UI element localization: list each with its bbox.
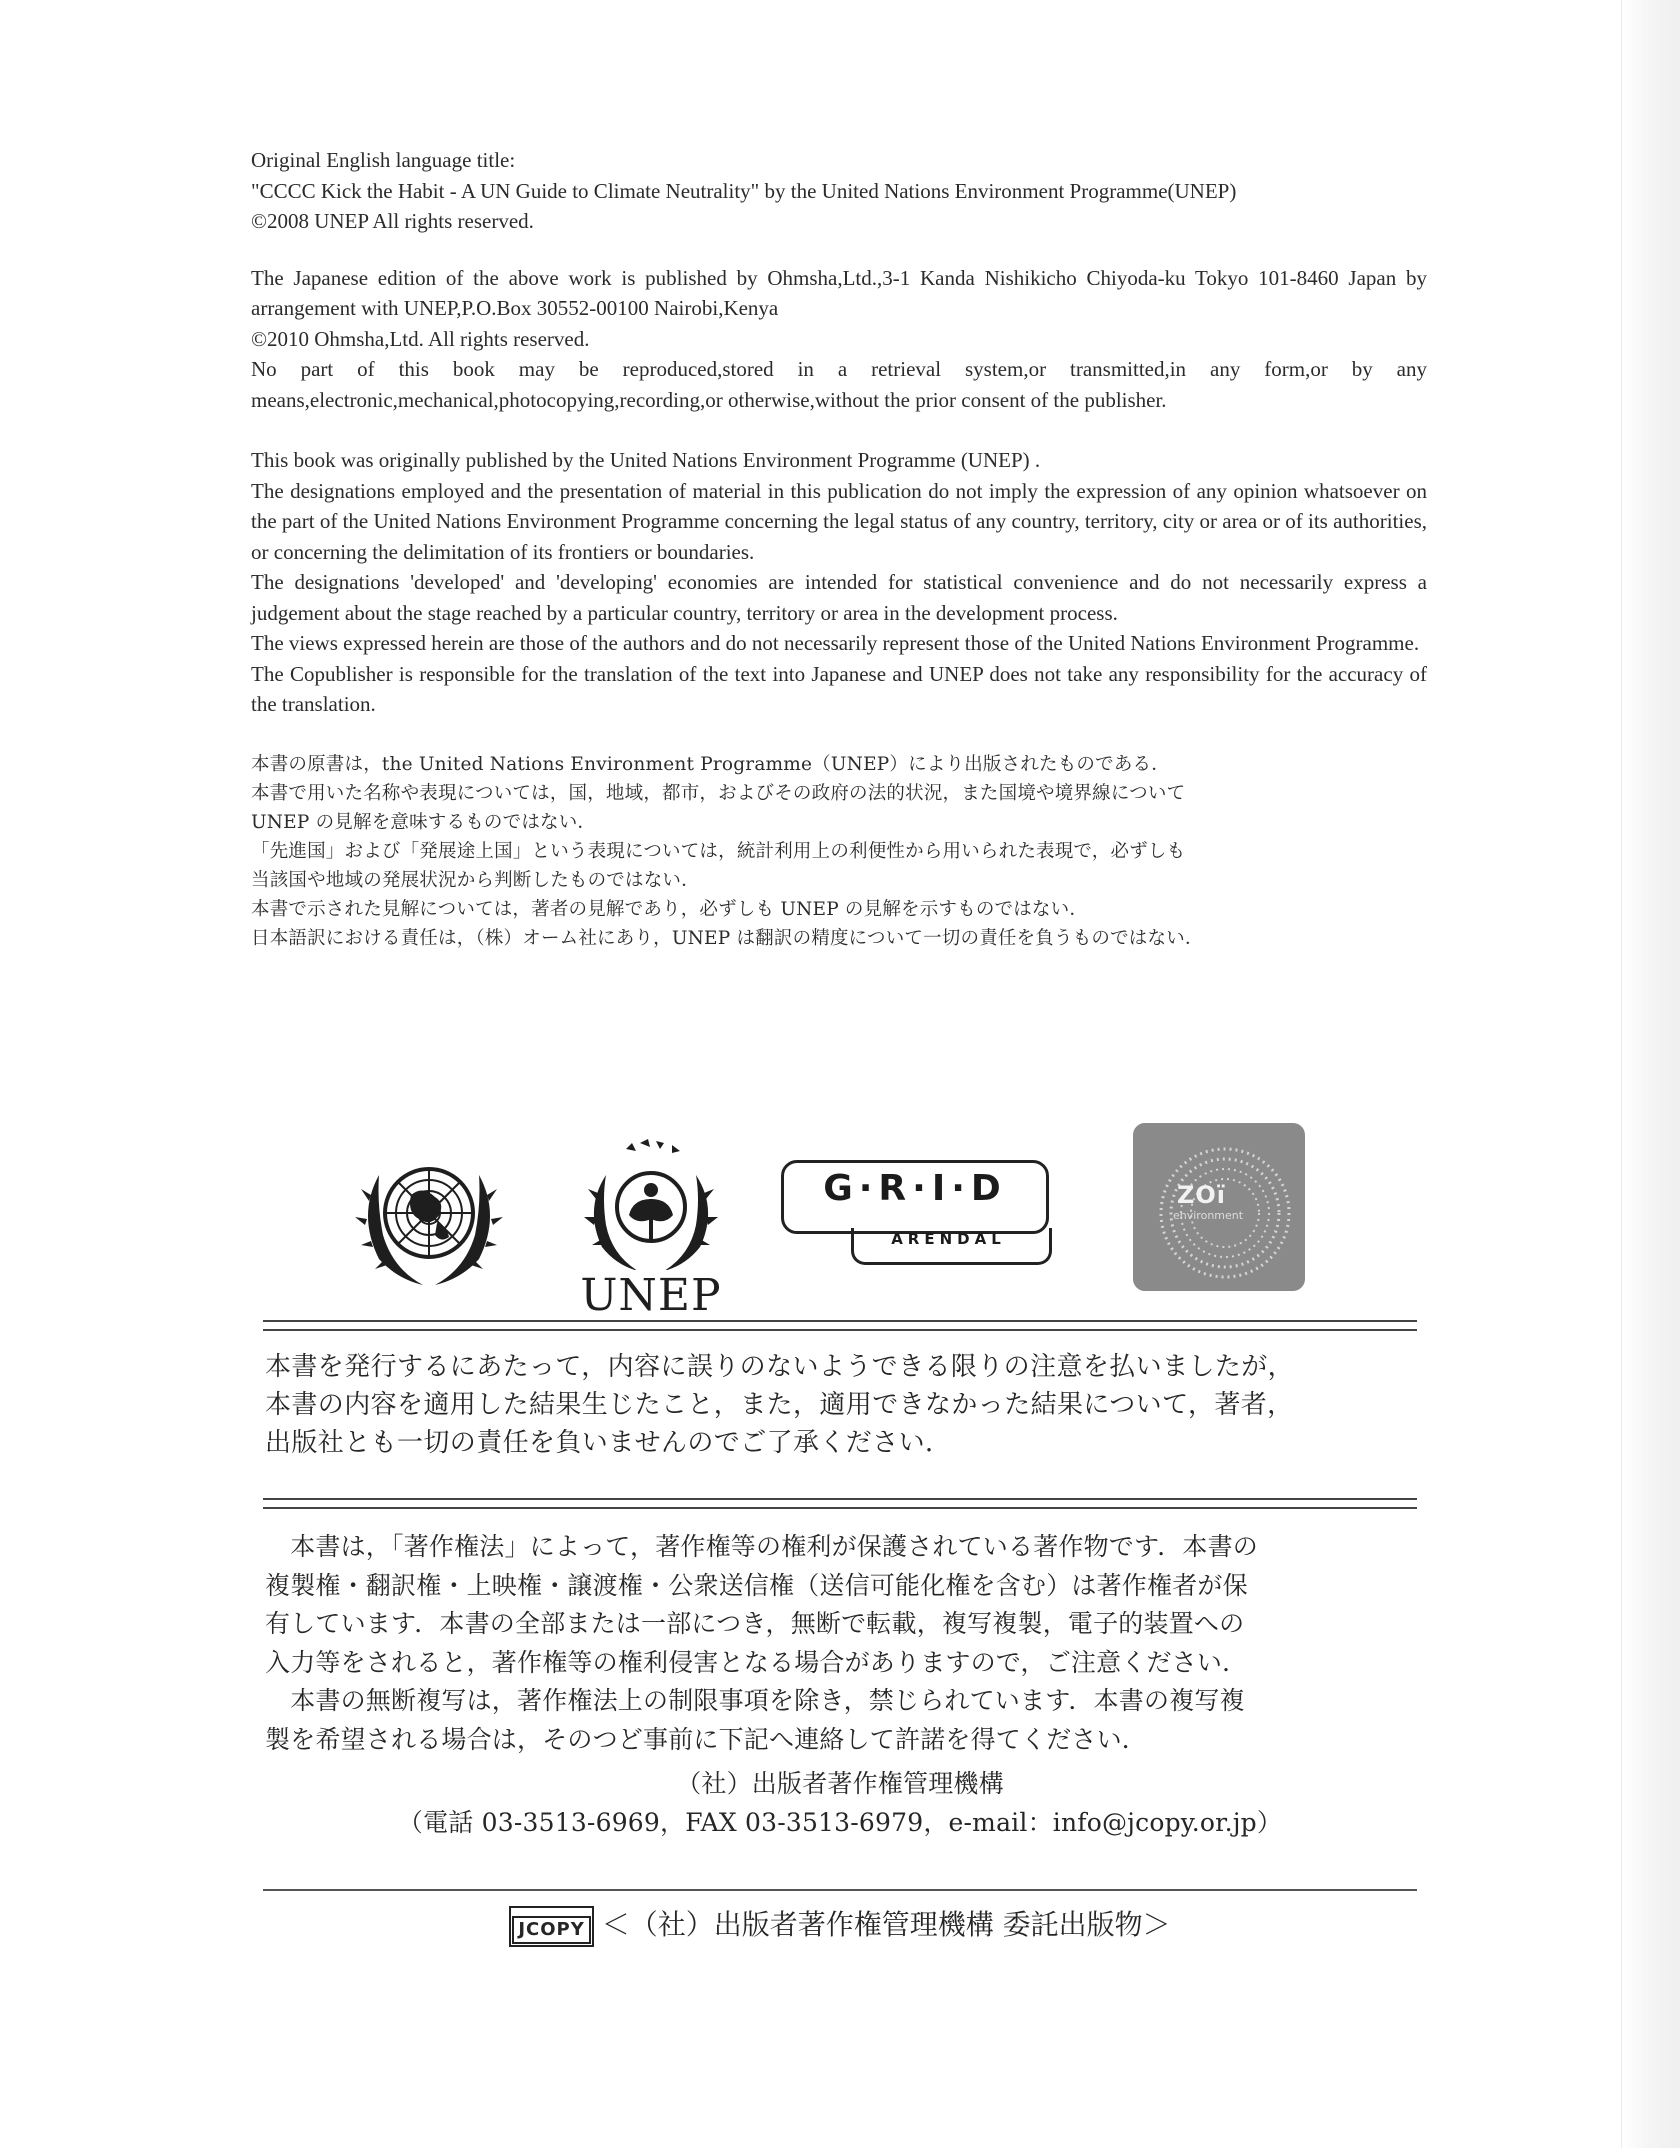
copyright-line: 製を希望される場合は，そのつど事前に下記へ連絡して許諾を得てください． bbox=[265, 1724, 1148, 1754]
copyright-line: 有しています．本書の全部または一部につき，無断で転載，複写複製，電子的装置への bbox=[265, 1609, 1245, 1638]
jp-note-line: 日本語訳における責任は，（株）オーム社にあり，UNEP は翻訳の精度について一切の責任を負うものではない． bbox=[251, 927, 1204, 949]
jcopy-text: ＜（社）出版者著作権管理機構 委託出版物＞ bbox=[601, 1908, 1171, 1941]
contact-organization: （社）出版者著作権管理機構 bbox=[676, 1769, 1004, 1798]
japanese-edition-block bbox=[251, 263, 1427, 416]
unep-logo bbox=[566, 1135, 736, 1325]
jcopy-badge bbox=[509, 1906, 593, 1947]
jp-note-line: 本書で示された見解については，著者の見解であり，必ずしも UNEP の見解を示すものではない． bbox=[251, 898, 1089, 920]
japanese-edition-copyright: ©2010 Ohmsha,Ltd. All rights reserved. bbox=[251, 326, 590, 351]
section-divider bbox=[263, 1498, 1417, 1509]
copyright-notice bbox=[265, 1528, 1415, 1842]
grid-arendal-logo bbox=[781, 1160, 1051, 1265]
colophon-text bbox=[251, 145, 1427, 953]
arendal-wordmark: ARENDAL bbox=[891, 1230, 1006, 1248]
unep-emblem-icon bbox=[566, 1135, 736, 1270]
jp-note-line: UNEP の見解を意味するものではない． bbox=[251, 811, 597, 833]
page-edge-shadow bbox=[1621, 0, 1680, 2148]
section-divider bbox=[263, 1889, 1417, 1891]
original-copyright: ©2008 UNEP All rights reserved. bbox=[251, 209, 534, 233]
disclaimer-line: 本書を発行するにあたって，内容に誤りのないようできる限りの注意を払いましたが， bbox=[265, 1352, 1295, 1382]
copyright-line: 本書は，「著作権法」によって，著作権等の権利が保護されている著作物です．本書の bbox=[265, 1532, 1259, 1561]
jcopy-notice bbox=[0, 1903, 1680, 1947]
jp-note-line: 当該国や地域の発展状況から判断したものではない． bbox=[251, 869, 700, 891]
jp-note-line: 「先進国」および「発展途上国」という表現については，統計利用上の利便性から用いられた表現で，必ずしも bbox=[251, 840, 1186, 862]
japanese-edition-publisher: The Japanese edition of the above work is published by Ohmsha,Ltd.,3-1 Kanda Nishikicho Chiyoda-ku Tokyo 101-8460 Japan by arrangement with UNEP,P.O.Box 30552-00100 Nairobi,Kenya bbox=[251, 265, 1427, 320]
original-title: "CCCC Kick the Habit - A UN Guide to Climate Neutrality" by the United Nations Environment Programme(UNEP) bbox=[251, 178, 1237, 203]
jp-note-line: 本書で用いた名称や表現については，国，地域，都市，およびその政府の法的状況，また国境や境界線について bbox=[251, 782, 1186, 804]
copyright-line: 入力等をされると，著作権等の権利侵害となる場合がありますので，ご注意ください． bbox=[265, 1647, 1248, 1677]
japanese-notes-block bbox=[251, 750, 1427, 953]
un-emblem-logo bbox=[349, 1135, 509, 1295]
zoi-subtitle: environment bbox=[1173, 1209, 1244, 1222]
designations-note: The designations employed and the presentation of material in this publication do not imply the expression of any opinion whatsoever on the part of the United Nations Environment Programme concerning the legal status of any country, territory, city or area or of its authorities, or concerning the delimitation of its frontiers or boundaries. bbox=[251, 478, 1427, 564]
jp-note-line: 本書の原書は，the United Nations Environment Programme（UNEP）により出版されたものである． bbox=[251, 753, 1170, 775]
copyright-line: 複製権・翻訳権・上映権・譲渡権・公衆送信権（送信可能化権を含む）は著作権者が保 bbox=[265, 1570, 1248, 1600]
copyright-line: 本書の無断複写は，著作権法上の制限事項を除き，禁じられています．本書の複写複 bbox=[265, 1686, 1245, 1715]
zoi-wordmark: ZOï bbox=[1177, 1181, 1227, 1209]
original-title-block bbox=[251, 145, 1427, 237]
section-divider bbox=[263, 1320, 1417, 1331]
un-emblem-icon bbox=[349, 1135, 509, 1295]
unep-wordmark: UNEP bbox=[580, 1270, 722, 1321]
reproduction-notice: No part of this book may be reproduced,stored in a retrieval system,or transmitted,in any form,or by any means,electronic,mechanical,photocopying,recording,or otherwise,without the prior consent of the publisher. bbox=[251, 357, 1427, 412]
original-title-label: Original English language title: bbox=[251, 148, 516, 172]
views-note: The views expressed herein are those of the authors and do not necessarily represent those of the United Nations Environment Programme. bbox=[251, 631, 1420, 655]
unep-published-note: This book was originally published by the United Nations Environment Programme (UNEP) . bbox=[251, 448, 1041, 472]
translation-responsibility-note: The Copublisher is responsible for the translation of the text into Japanese and UNEP does not take any responsibility for the accuracy of the translation. bbox=[251, 661, 1427, 716]
disclaimer-line: 本書の内容を適用した結果生じたこと，また，適用できなかった結果について，著者， bbox=[265, 1390, 1294, 1420]
jcopy-badge-text: JCOPY bbox=[512, 1916, 590, 1944]
logo-row bbox=[251, 1115, 1427, 1321]
zoi-environment-logo bbox=[1133, 1123, 1305, 1291]
grid-wordmark: G·R·I·D bbox=[823, 1168, 1007, 1209]
disclaimer-line: 出版社とも一切の責任を負いませんのでご了承ください． bbox=[265, 1428, 952, 1458]
publisher-disclaimer bbox=[265, 1348, 1415, 1462]
unep-disclaimer-block bbox=[251, 445, 1427, 720]
developed-developing-note: The designations 'developed' and 'developing' economies are intended for statistical convenience and do not necessarily express a judgement about the stage reached by a particular country, territory or area in the development process. bbox=[251, 570, 1427, 625]
contact-details: （電話 03-3513-6969，FAX 03-3513-6979，e-mail：info@jcopy.or.jp） bbox=[397, 1807, 1283, 1837]
